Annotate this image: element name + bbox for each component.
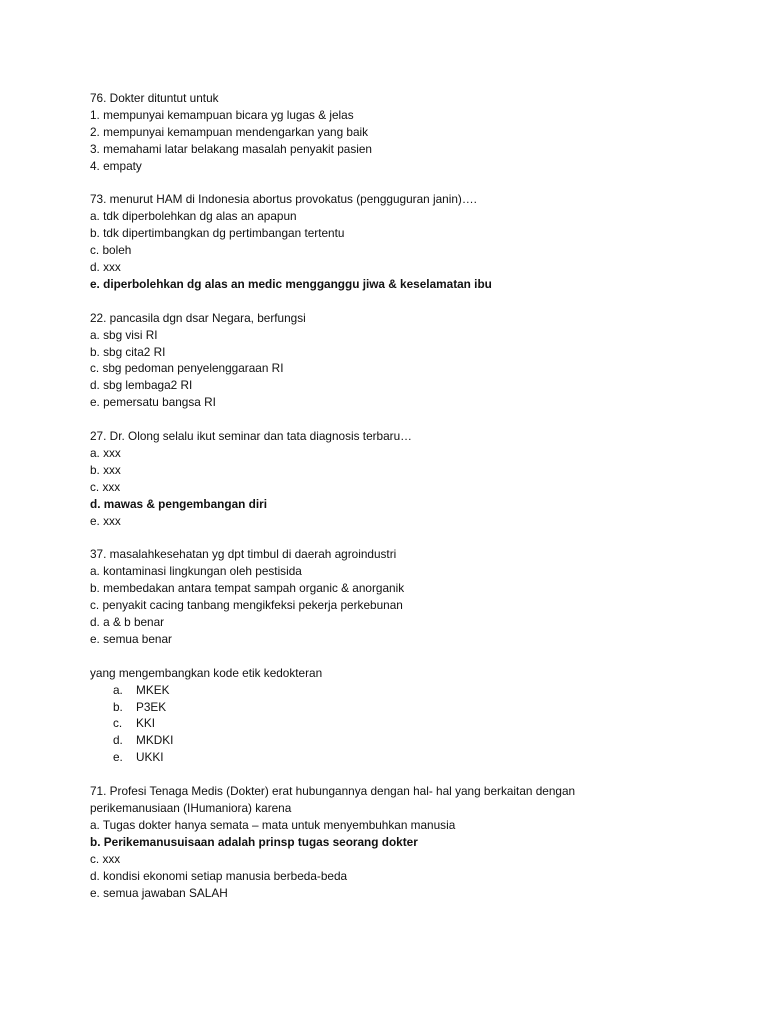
question-27	[90, 428, 730, 529]
option-text: MKDKI	[136, 733, 174, 748]
option-marker: d.	[113, 733, 123, 748]
question-kode-etik-option-a	[90, 682, 730, 699]
question-76-text: 76. Dokter dituntut untuk	[90, 91, 219, 105]
question-76	[90, 90, 730, 175]
question-37-option-d: d. a & b benar	[90, 615, 165, 630]
question-76-item-2: 2. mempunyai kemampuan mendengarkan yang baik	[90, 124, 369, 139]
question-76-item-4: 4. empaty	[90, 158, 142, 173]
question-71-option-c: c. xxx	[90, 851, 121, 866]
question-73-option-e: e. diperbolehkan dg alas an medic mengganggu jiwa & keselamatan ibu	[90, 276, 492, 291]
question-22-option-e: e. pemersatu bangsa RI	[90, 395, 216, 410]
question-kode-etik-option-e	[90, 749, 730, 766]
question-73-option-b: b. tdk dipertimbangkan dg pertimbangan tertentu	[90, 226, 345, 241]
option-marker: b.	[113, 699, 123, 714]
question-22-option-a: a. sbg visi RI	[90, 327, 158, 342]
question-37-option-c: c. penyakit cacing tanbang mengikfeksi pekerja perkebunan	[90, 598, 403, 613]
option-marker: c.	[113, 716, 123, 731]
question-71-option-a: a. Tugas dokter hanya semata – mata untuk menyembuhkan manusia	[90, 817, 456, 832]
question-71-option-d: d. kondisi ekonomi setiap manusia berbeda-beda	[90, 868, 348, 883]
option-marker: a.	[113, 682, 123, 697]
question-27-text: 27. Dr. Olong selalu ikut seminar dan tata diagnosis terbaru…	[90, 429, 412, 444]
option-marker: e.	[113, 750, 123, 765]
option-text: MKEK	[136, 682, 170, 697]
question-73-text: 73. menurut HAM di Indonesia abortus provokatus (pengguguran janin)….	[90, 192, 477, 207]
document-content	[90, 90, 730, 918]
question-22-option-c: c. sbg pedoman penyelenggaraan RI	[90, 361, 284, 376]
option-text: UKKI	[136, 750, 164, 765]
option-text: P3EK	[136, 699, 167, 714]
question-27-option-c: c. xxx	[90, 479, 121, 494]
question-37-text: 37. masalahkesehatan yg dpt timbul di daerah agroindustri	[90, 547, 397, 562]
question-73-option-c: c. boleh	[90, 243, 132, 258]
question-71-text-line-1: 71. Profesi Tenaga Medis (Dokter) erat hubungannya dengan hal- hal yang berkaitan dengan	[90, 784, 576, 799]
question-71-text-line-2: perikemanusiaan (IHumaniora) karena	[90, 800, 292, 815]
question-27-option-b: b. xxx	[90, 462, 121, 477]
question-kode-etik-options	[90, 682, 730, 767]
question-37-option-a: a. kontaminasi lingkungan oleh pestisida	[90, 564, 302, 579]
question-kode-etik-option-c	[90, 715, 730, 732]
question-22-text: 22. pancasila dgn dsar Negara, berfungsi	[90, 310, 306, 325]
question-73-option-d: d. xxx	[90, 260, 121, 275]
question-27-option-e: e. xxx	[90, 513, 121, 528]
question-37-option-b: b. membedakan antara tempat sampah organic & anorganik	[90, 581, 405, 596]
question-71-option-e: e. semua jawaban SALAH	[90, 885, 228, 900]
question-76-item-3: 3. memahami latar belakang masalah penyakit pasien	[90, 141, 372, 156]
question-76-items	[90, 107, 730, 175]
question-73-option-a: a. tdk diperbolehkan dg alas an apapun	[90, 209, 297, 224]
question-kode-etik-option-d	[90, 732, 730, 749]
question-kode-etik-text: yang mengembangkan kode etik kedokteran	[90, 665, 323, 680]
question-27-option-d: d. mawas & pengembangan diri	[90, 496, 267, 511]
question-71-option-b: b. Perikemanusuisaan adalah prinsp tugas seorang dokter	[90, 834, 418, 849]
question-73	[90, 191, 730, 292]
question-37-option-e: e. semua benar	[90, 631, 172, 646]
question-37	[90, 546, 730, 647]
question-27-option-a: a. xxx	[90, 445, 121, 460]
question-22-option-b: b. sbg cita2 RI	[90, 344, 166, 359]
question-kode-etik-option-b	[90, 699, 730, 716]
question-71	[90, 783, 730, 901]
question-22-option-d: d. sbg lembaga2 RI	[90, 378, 193, 393]
question-kode-etik	[90, 665, 730, 766]
question-22	[90, 310, 730, 411]
question-76-item-1: 1. mempunyai kemampuan bicara yg lugas & jelas	[90, 107, 354, 122]
option-text: KKI	[136, 716, 156, 731]
